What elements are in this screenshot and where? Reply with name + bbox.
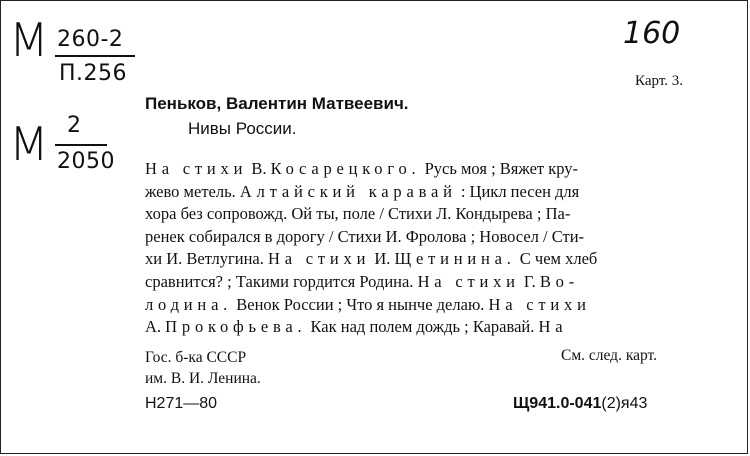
contents-segment: На стихи [145,159,248,178]
contents-line [145,274,579,291]
classification-code-main: Щ941.0-041 [513,395,602,412]
contents-segment: лодина. [145,294,233,314]
contents-segment: Прокофьева. [165,317,307,337]
library-line-2: им. В. И. Ленина. [145,370,261,387]
shelf-letter-1: М [9,13,49,67]
shelf-code-2-bottom: 2050 [57,149,115,174]
contents-segment: Русь моя ; Вяжет кру- [420,159,579,178]
contents-segment: Алтайский каравай [239,181,457,201]
library-line-1: Гос. б-ка СССР [145,349,247,366]
library-imprint [145,347,261,389]
shelf-code-2-divider [55,144,107,146]
see-next-card: См. след. карт. [561,347,658,364]
card-number: Карт. 3. [635,73,683,89]
shelf-letter-2: М [9,117,49,171]
contents-segment: Как над полем дождь ; Каравай. [306,317,539,337]
contents-segment: В. [247,159,271,178]
contents-line [145,226,585,246]
contents-segment: На стихи [488,294,591,314]
contents-segment: сравнится? ; Такими гордится Родина. [145,272,418,291]
handwritten-number: 160 [623,16,681,51]
contents-segment: И. [370,249,395,269]
shelf-code-1-bottom: П.256 [59,61,128,86]
contents-segment: хора без сопровожд. Ой ты, поле / Стихи Л. Кондырева ; Па- [145,204,571,224]
author-name: Пеньков, Валентин Матвеевич. [145,94,409,113]
catalog-code: Н271—80 [145,395,218,412]
shelf-code-2-top: 2 [67,113,82,138]
contents-line [145,251,597,268]
contents-segment: Во- [539,272,579,291]
contents-line [145,161,578,178]
contents-line [145,294,591,314]
contents-segment: жево метель. [145,181,240,201]
contents-segment: Г. [519,272,540,291]
contents-line [145,181,580,201]
work-title: Нивы России. [188,119,297,138]
classification-code-suffix: (2)я43 [601,395,648,412]
contents-line [145,319,567,336]
contents-segment: : Цикл песен для [456,181,580,201]
contents-segment: Венок России ; Что я нынче делаю. [232,294,489,314]
contents-segment: Щетинина. [394,249,516,269]
shelf-code-1-divider [55,55,135,57]
contents-segment: хи И. Ветлугина. [145,249,268,269]
contents-line [145,206,570,223]
contents-segment: На стихи [417,272,520,291]
contents-segment: На стихи [268,249,371,269]
contents-segment: Косарецкого. [270,159,421,178]
shelf-code-1-top: 260-2 [57,27,124,52]
contents-segment: А. [145,317,166,337]
contents-segment: На [538,317,568,337]
contents-segment: ренек собирался в дорогу / Стихи И. Фролова ; Новосел / Сти- [145,226,585,246]
contents-segment: С чем хлеб [515,249,598,269]
classification-code [513,395,647,413]
